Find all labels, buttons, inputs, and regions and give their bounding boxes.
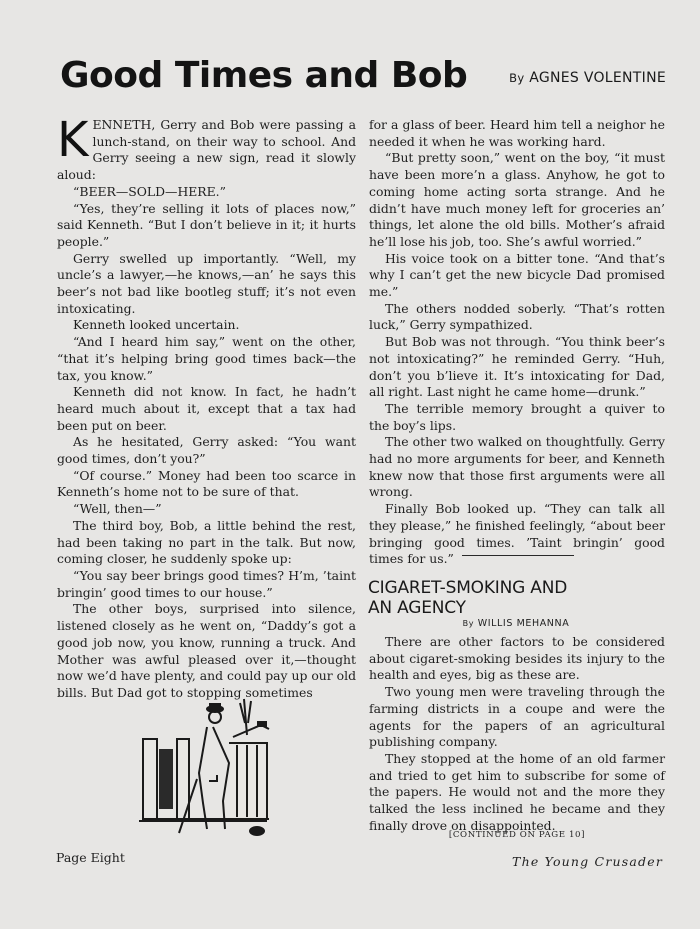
paragraph: As he hesitated, Gerry asked: “You want good times, don’t you?”: [57, 434, 356, 467]
paragraph: KENNETH, Gerry and Bob were passing a lunch-stand, on their way to school. And Gerry seeing a new sign, read it slowly aloud:: [57, 112, 356, 183]
paragraph: “Of course.” Money had been too scarce in Kenneth’s home not to be sure of that.: [57, 467, 356, 500]
paragraph: The third boy, Bob, a little behind the rest, had been taking no part in the talk. But now, coming closer, he suddenly spoke up:: [57, 517, 356, 567]
paragraph: “And I heard him say,” went on the other, “that it’s helping bring good times back—the tax, you know.”: [57, 334, 356, 383]
paragraph: The other boys, surprised into silence, listened closely as he went on, “Daddy’s got a good job now, you know, running a truck. And Mother was awful pleased over it,—thought now we’d have plenty, and could pay up our old bills. But Dad got to stopping sometimes: [57, 601, 357, 700]
paragraph: They stopped at the home of an old farmer and tried to get him to subscribe for some of the papers. He would not and the more they talked the less inclined he became and they finally drove on disappointed.: [369, 750, 665, 833]
paragraph: Gerry swelled up importantly. “Well, my uncle’s a lawyer,—he knows,—an’ he says this beer’s not bad like bootleg stuff; it’s not even intoxicating.: [57, 250, 356, 316]
paragraph: “BEER—SOLD—HERE.”: [73, 183, 226, 199]
paragraph: The others nodded soberly. “That’s rotten luck,” Gerry sympathized.: [369, 300, 665, 333]
man-with-cane-by-fence-illustration: [137, 693, 277, 838]
page-number: Page Eight: [56, 850, 125, 865]
paragraph: His voice took on a bitter tone. “And that’s why I can’t get the new bicycle Dad promised me.”: [369, 250, 665, 300]
article2-title: CIGARET-SMOKING AND AN AGENCY: [368, 578, 568, 618]
man-body: [199, 727, 229, 829]
paragraph: “But pretty soon,” went on the boy, “it must have been more’n a glass. Anyhow, he got to coming home acting sorta strange. And he didn’t have much money left for groceries an’ things, let alone the old bills. Mother’s afraid he’ll lose his job, too. She’s awful worried.”: [369, 150, 665, 249]
byline-by: By: [509, 71, 525, 85]
right-column: [369, 117, 665, 568]
paragraph: There are other factors to be considered about cigaret-smoking besides its injury to the health and eyes, big as these are.: [369, 634, 665, 683]
paragraph: “You say beer brings good times? H’m, ’taint bringin’ good times to our house.”: [57, 567, 356, 600]
article-byline: [509, 70, 666, 86]
publication-name: The Young Crusader: [512, 854, 663, 869]
drop-cap: K: [57, 112, 89, 168]
article2-body: [369, 634, 665, 834]
section-divider: [462, 555, 574, 556]
paragraph: Two young men were traveling through the farming districts in a coupe and were the agents for the papers of an agricultural publishing company.: [369, 684, 665, 750]
paragraph: The other two walked on thoughtfully. Gerry had no more arguments for beer, and Kenneth knew now that those first arguments were all wrong.: [369, 434, 665, 500]
cat: [249, 826, 265, 836]
paragraph: “Well, then—”: [73, 501, 162, 517]
continued-note: [CONTINUED ON PAGE 10]: [448, 830, 586, 840]
boy-peeking: [159, 749, 173, 809]
paragraph: Kenneth did not know. In fact, he hadn’t heard much about it, except that a tax had been put on beer.: [57, 384, 356, 433]
paragraph: Kenneth looked uncertain.: [73, 317, 240, 333]
paragraph: The terrible memory brought a quiver to the boy’s lips.: [369, 400, 665, 433]
article2-byline: By WILLIS MEHANNA: [462, 618, 570, 629]
paragraph: Finally Bob looked up. “They can talk all they please,” he finished feelingly, “about beer bringing good times. ’Taint bringin’ good times for us.”: [369, 501, 665, 567]
fence-board: [143, 739, 157, 819]
article-title: Good Times and Bob: [60, 55, 468, 96]
paragraph: But Bob was not through. “You think beer’s not intoxicating?” he reminded Gerry. “Huh, don’t you b’lieve it. It’s intoxicating for Dad, all right. Last night he came home—drunk.”: [369, 334, 665, 400]
paragraph: for a glass of beer. Heard him tell a neighor he needed it when he was working hard.: [369, 117, 665, 149]
left-column: [57, 112, 357, 702]
paragraph: “Yes, they’re selling it lots of places now,” said Kenneth. “But I don’t believe in it; it hurts people.”: [57, 200, 356, 249]
byline-author: AGNES VOLENTINE: [529, 70, 666, 86]
